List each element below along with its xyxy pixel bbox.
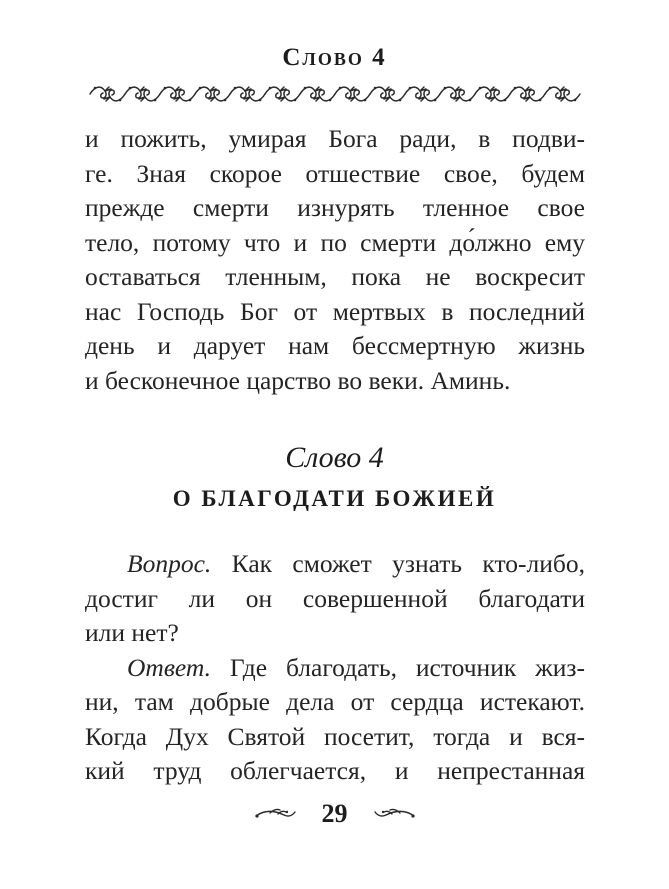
paragraph-line: кий труд облегчается, и непрестанная	[85, 756, 585, 785]
paragraph-line: день и дарует нам бессмертную жизнь	[85, 331, 585, 360]
question-answer-block	[85, 547, 585, 789]
answer-text: Где благодать, источник жиз-	[210, 652, 585, 682]
answer-label: Ответ.	[127, 652, 211, 682]
running-header-title: Слово 4	[282, 44, 387, 71]
section-subtitle: О БЛАГОДАТИ БОЖИЕЙ	[172, 486, 497, 511]
paragraph-line: и пожить, умирая Бога ради, в подви-	[85, 124, 585, 153]
paragraph-line: достиг ли он совершенной благодати	[85, 583, 585, 613]
section-title: Слово 4	[285, 441, 384, 474]
paragraph-line: ни, там добрые дела от сердца истекают.	[85, 687, 585, 716]
paragraph-line: тело, потому что и по смерти до́лжно ему	[85, 227, 585, 257]
paragraph-line: нас Господь Бог от мертвых в последний	[85, 296, 585, 326]
paragraph-line: и бесконечное царство во веки. Аминь.	[85, 365, 511, 395]
question-text: Как сможет узнать кто-либо,	[211, 549, 585, 578]
paragraph-line: Когда Дух Святой посетит, тогда и вся-	[85, 721, 585, 751]
paragraph-line: прежде смерти изнурять тленное свое	[85, 193, 585, 222]
page-number: 29	[321, 799, 348, 828]
footer-flourish-left-icon	[254, 806, 296, 822]
paragraph-line: или нет?	[85, 618, 179, 647]
question-first-line	[85, 547, 585, 582]
paragraph-line: ге. Зная скорое отшествие свое, будем	[85, 158, 585, 188]
question-label: Вопрос.	[127, 549, 212, 578]
body-paragraph-continuation	[85, 122, 585, 398]
vine-ornament-divider-icon	[88, 82, 582, 106]
answer-first-line	[85, 651, 585, 686]
paragraph-line: оставаться тленным, пока не воскресит	[85, 262, 585, 291]
footer-flourish-right-icon	[374, 806, 416, 822]
page-footer	[0, 799, 669, 829]
